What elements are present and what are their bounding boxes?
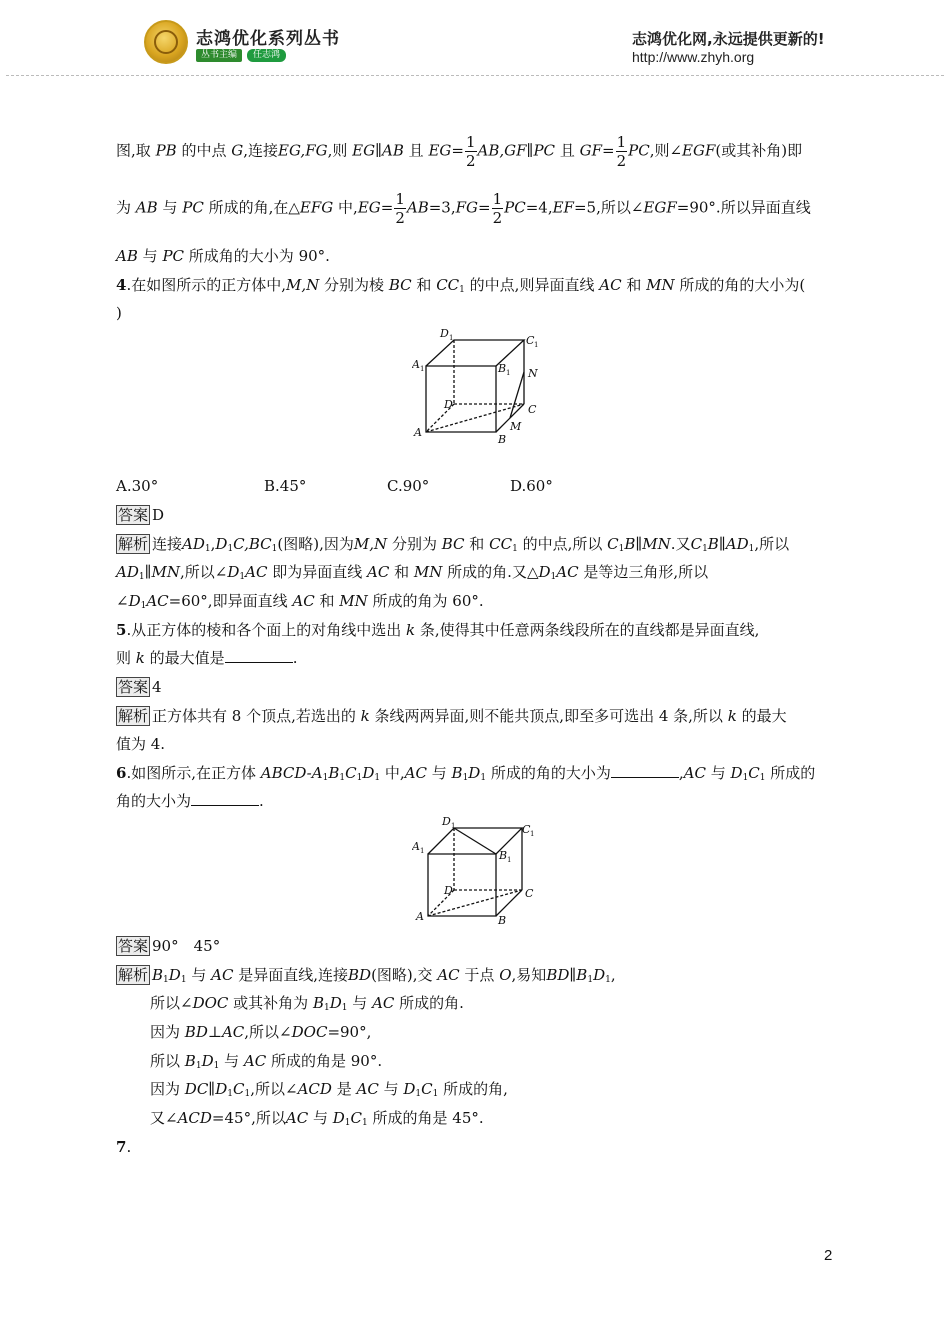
q6-analysis-line-1: 解析 $B_1D_1$ 与 AC 是异面直线,连接BD(图略),交 AC 于点 O,易知$BD\parallel B_1D_1$, (118, 966, 616, 985)
answer-tag: 答案 (118, 506, 149, 524)
q4-analysis-line-2: $AD_1\parallel MN$,所以$\angle D_1AC$ 即为异面直线 AC 和 MN 所成的角.又$\triangle D_1AC$ 是等边三角形,所以 (116, 563, 709, 582)
q4-option-b[interactable]: B.45° (264, 477, 307, 495)
q5-stem-line-1: 5.从正方体的棱和各个面上的对角线中选出 k 条,使得其中任意两条线段所在的直线都是异面直线, (116, 621, 760, 639)
fig1-label-a1: A (412, 358, 420, 371)
analysis-tag: 解析 (118, 535, 149, 553)
q7-stem: 7. (116, 1138, 132, 1156)
q5-analysis-line-1: 解析 正方体共有 8 个顶点,若选出的 k 条线两两异面,则不能共顶点,即至多可选出 4 条,所以 k 的最大 (118, 707, 787, 725)
q6-analysis-line-6: 又∠ACD=45°,所以AC 与 $D_1C_1$ 所成的角是 45°. (150, 1109, 484, 1128)
fig2-label-a: A (416, 910, 424, 923)
q4-analysis-line-3: $\angle D_1AC=60^\circ$,即异面直线 AC 和 MN 所成的角为 60°. (116, 592, 484, 611)
fig2-sub: 1 (420, 847, 425, 855)
q4-option-c[interactable]: C.90° (387, 477, 430, 495)
fraction-half: $\frac{1}{2}$ (616, 133, 627, 170)
page-number: 2 (824, 1247, 833, 1264)
brand-editor-name: 任志鸿 (247, 49, 286, 62)
q4-stem-line-2: ) (116, 304, 122, 322)
analysis-tag: 解析 (118, 707, 149, 725)
analysis-tag: 解析 (118, 966, 149, 984)
fig2-label-c1: C (522, 823, 531, 836)
fig1-sub: 1 (420, 365, 425, 373)
q4-answer: 答案 D (118, 506, 165, 524)
fig1-label-c1: C (526, 334, 535, 347)
fig1-label-n: N (528, 367, 538, 380)
fig2-label-b: B (498, 914, 507, 927)
site-url-link[interactable]: http://www.zhyh.org (632, 49, 755, 65)
answer-tag: 答案 (118, 678, 149, 696)
fig2-sub: 1 (451, 822, 456, 830)
fig1-label-d1: D (440, 327, 449, 340)
fig1-sub: 1 (506, 369, 511, 377)
fig2-label-d1: D (442, 815, 451, 828)
cube-figure-mn (412, 322, 552, 446)
p3-line-1: 图,取 PB 的中点 G,连接EG,FG,则 EG∥AB 且 EG= $\frac{1}{2}$ AB,GF∥PC 且 GF= $\frac{1}{2}$ PC,则∠EGF(或其补角)即 (116, 133, 803, 170)
q6-answer: 答案 90° 45° (118, 937, 221, 955)
q4-option-d[interactable]: D.60° (510, 477, 553, 495)
q4-option-a[interactable]: A.30° (116, 477, 159, 495)
q5-answer: 答案 4 (118, 678, 162, 696)
fig1-label-b1: B (498, 362, 507, 375)
p3-line-2: 为 AB 与 PC 所成的角,在△EFG 中,EG= $\frac{1}{2}$ AB=3,FG= $\frac{1}{2}$ PC=4,EF=5,所以∠EGF=90°.所以异面直线 (116, 190, 811, 227)
zhihong-logo-icon (144, 20, 188, 64)
cube-figure-abcd (412, 812, 548, 928)
q5-answer-blank[interactable] (225, 648, 293, 663)
fig2-label-c: C (525, 887, 534, 900)
fraction-half: $\frac{1}{2}$ (395, 190, 405, 227)
q4-analysis-line-1: 解析 连接$AD_1,D_1C,BC_1$(图略),因为M,N 分别为 BC 和 $CC_1$ 的中点,所以 $C_1B\parallel MN$.又$C_1B\parallel AD_1$,所以 (118, 535, 790, 554)
q6-analysis-line-2: 所以∠DOC 或其补角为 $B_1D_1$ 与 AC 所成的角. (150, 994, 464, 1013)
fig1-label-a: A (414, 426, 422, 439)
page-header (0, 0, 950, 85)
q6-analysis-line-4: 所以 $B_1D_1$ 与 AC 所成的角是 90°. (150, 1052, 383, 1071)
fig1-label-d: D (444, 398, 453, 411)
fraction-half: $\frac{1}{2}$ (492, 190, 503, 227)
q4-stem-line-1: 4.在如图所示的正方体中,M,N 分别为棱 BC 和 $CC_1$ 的中点,则异面直线 AC 和 MN 所成的角的大小为( (116, 276, 806, 295)
fig2-label-a1: A (412, 840, 420, 853)
site-slogan: 志鸿优化网,永远提供更新的! (632, 30, 825, 48)
header-divider (6, 75, 944, 76)
q6-analysis-line-5: 因为 $DC\parallel D_1C_1$,所以∠ACD 是 AC 与 $D_1C_1$ 所成的角, (150, 1080, 508, 1099)
fig2-sub: 1 (507, 856, 512, 864)
fig2-label-d: D (444, 884, 453, 897)
fraction-half: $\frac{1}{2}$ (465, 133, 476, 170)
brand-editor-label: 丛书主编 (196, 49, 242, 62)
fig2-label-b1: B (499, 849, 508, 862)
q6-answer-blank-1[interactable] (611, 763, 679, 778)
q5-analysis-line-2: 值为 4. (116, 735, 166, 753)
fig1-label-b: B (498, 433, 507, 446)
q6-analysis-line-3: 因为 BD⊥AC,所以∠DOC=90°, (150, 1023, 372, 1041)
fig1-sub: 1 (449, 334, 454, 342)
answer-tag: 答案 (118, 937, 149, 955)
fig1-label-c: C (528, 403, 537, 416)
q5-stem-line-2: 则 k 的最大值是 . (116, 649, 298, 667)
p3-line-3: AB 与 PC 所成角的大小为 90°. (116, 247, 330, 265)
brand-title: 志鸿优化系列丛书 (196, 29, 340, 49)
fig2-sub: 1 (530, 830, 535, 838)
fig1-sub: 1 (534, 341, 539, 349)
q6-answer-blank-2[interactable] (191, 791, 259, 806)
q6-stem-line-2: 角的大小为 . (116, 792, 264, 810)
q6-stem-line-1: 6.如图所示,在正方体 ABCD-$A_1B_1C_1D_1$ 中,AC 与 $B_1D_1$ 所成的角的大小为 ,AC 与 $D_1C_1$ 所成的 (116, 764, 816, 783)
fig1-label-m: M (510, 420, 522, 433)
